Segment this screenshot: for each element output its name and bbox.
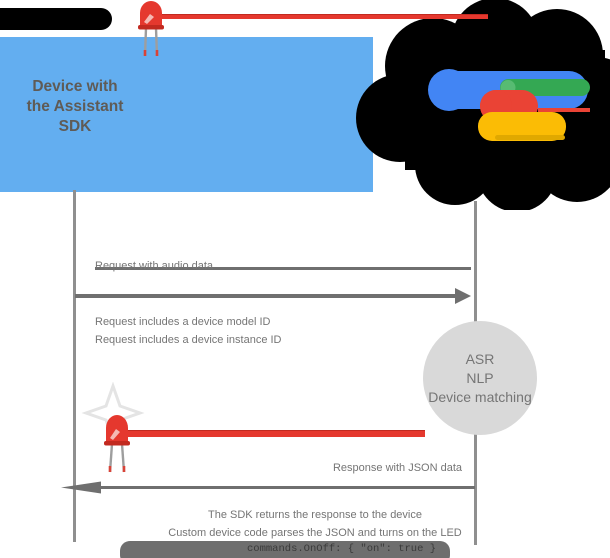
device-label: Device with the Assistant SDK	[26, 78, 124, 135]
right-arrowhead-icon	[454, 287, 472, 305]
led-signal-line-mid	[124, 430, 425, 437]
response-note-2: Custom device code parses the JSON and turns on the LED	[168, 527, 462, 539]
request-message-label: Request with audio data	[95, 260, 214, 272]
request-arrow	[75, 294, 460, 298]
request-detail-2: Request includes a device instance ID	[95, 334, 282, 346]
payload-code: commands.OnOff: { "on": true }	[246, 543, 436, 555]
red-led-icon	[100, 412, 134, 476]
response-message-label: Response with JSON data	[332, 462, 462, 474]
response-arrow	[95, 486, 475, 489]
left-arrowhead-icon	[60, 480, 102, 495]
request-detail-1: Request includes a device model ID	[95, 316, 271, 328]
response-note-1: The SDK returns the response to the device	[207, 509, 422, 521]
red-led-icon	[134, 0, 168, 60]
assistant-processing-circle: ASR NLP Device matching	[423, 321, 537, 435]
user-utterance-bar	[0, 8, 112, 30]
google-assistant-cloud-icon	[345, 0, 610, 210]
led-signal-line-top	[157, 14, 488, 19]
device-action-payload-bar	[120, 541, 450, 558]
response-notes	[60, 506, 570, 542]
